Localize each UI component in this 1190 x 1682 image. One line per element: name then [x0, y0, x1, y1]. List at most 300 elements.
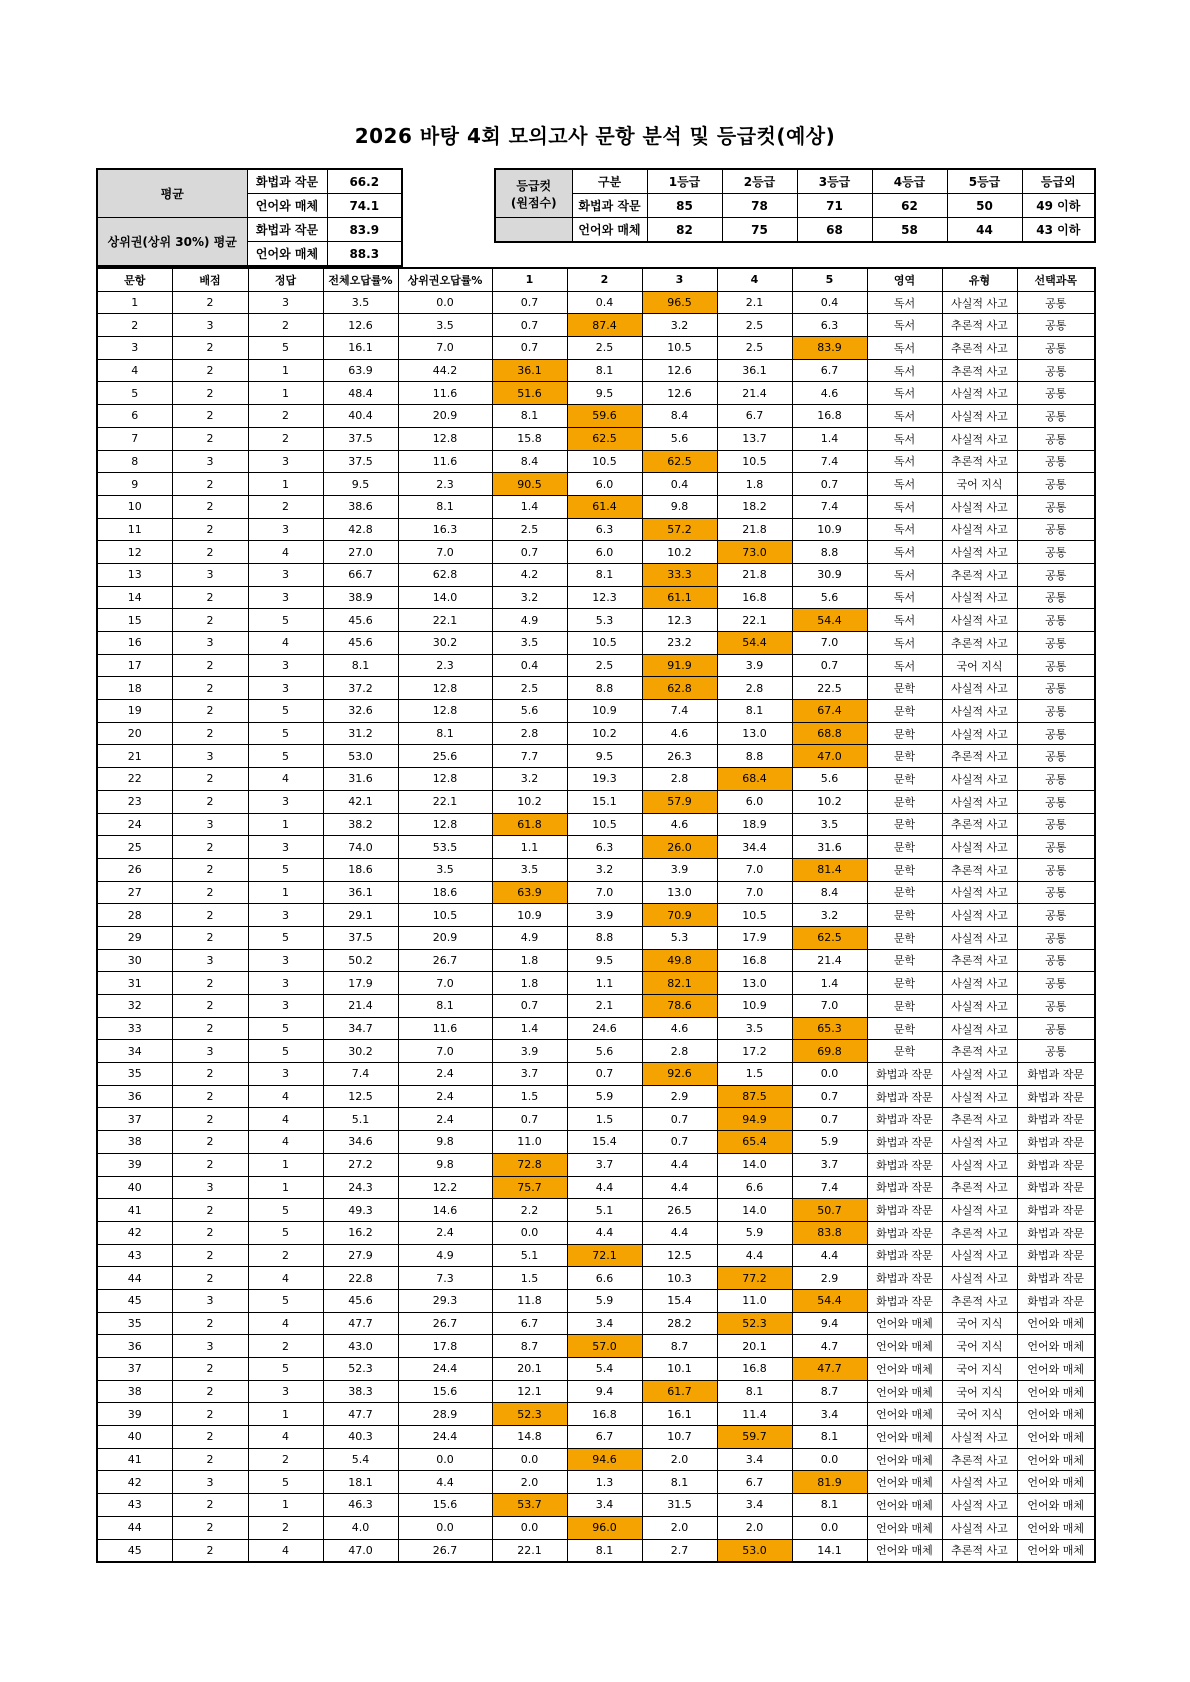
cell-top-error-rate: 14.0 [398, 586, 492, 609]
cell-elective: 공통 [1017, 858, 1095, 881]
cell-total-error-rate: 24.3 [323, 1176, 398, 1199]
header-question-number: 문항 [97, 268, 172, 291]
cell-choice5-rate: 8.1 [792, 1426, 867, 1449]
cell-total-error-rate: 18.6 [323, 858, 398, 881]
cell-top-error-rate: 12.2 [398, 1176, 492, 1199]
cell-choice2-rate: 9.5 [567, 949, 642, 972]
cell-choice5-rate: 8.1 [792, 1494, 867, 1517]
cell-choice5-rate: 8.4 [792, 881, 867, 904]
cell-choice5-rate: 4.7 [792, 1335, 867, 1358]
cell-total-error-rate: 9.5 [323, 473, 398, 496]
cell-elective: 공통 [1017, 654, 1095, 677]
cell-elective: 공통 [1017, 836, 1095, 859]
cell-domain: 문학 [867, 1040, 942, 1063]
cell-choice5-rate: 4.6 [792, 382, 867, 405]
cell-domain: 문학 [867, 904, 942, 927]
cut-header-grade3: 3등급 [797, 169, 872, 194]
cell-type: 추론적 사고 [942, 359, 1017, 382]
cell-question-number: 40 [97, 1176, 172, 1199]
cell-choice2-rate: 3.9 [567, 904, 642, 927]
cell-choice2-rate: 8.1 [567, 563, 642, 586]
cell-correct-choice-rate: 68.8 [792, 722, 867, 745]
cell-elective: 공통 [1017, 382, 1095, 405]
cell-top-error-rate: 12.8 [398, 700, 492, 723]
cell-top-error-rate: 0.0 [398, 291, 492, 314]
cell-elective: 언어와 매체 [1017, 1335, 1095, 1358]
cell-type: 사실적 사고 [942, 995, 1017, 1018]
cell-answer: 5 [248, 1221, 323, 1244]
cell-choice3-rate: 4.6 [642, 722, 717, 745]
cell-type: 사실적 사고 [942, 1017, 1017, 1040]
cell-total-error-rate: 12.5 [323, 1085, 398, 1108]
cell-points: 2 [172, 836, 248, 859]
cell-correct-choice-rate: 61.4 [567, 495, 642, 518]
table-row [97, 1176, 1095, 1199]
cell-choice1-rate: 8.1 [492, 405, 567, 428]
cell-domain: 문학 [867, 949, 942, 972]
cell-domain: 언어와 매체 [867, 1426, 942, 1449]
cell-choice2-rate: 3.2 [567, 858, 642, 881]
cell-correct-choice-rate: 96.5 [642, 291, 717, 314]
top-average-label: 상위권(상위 30%) 평균 [97, 218, 247, 267]
cell-choice4-rate: 10.5 [717, 450, 792, 473]
cell-choice4-rate: 5.9 [717, 1221, 792, 1244]
cell-total-error-rate: 37.5 [323, 450, 398, 473]
cell-type: 사실적 사고 [942, 1153, 1017, 1176]
cell-elective: 화법과 작문 [1017, 1131, 1095, 1154]
cell-type: 사실적 사고 [942, 926, 1017, 949]
cell-answer: 4 [248, 1267, 323, 1290]
cell-question-number: 39 [97, 1403, 172, 1426]
cell-elective: 공통 [1017, 949, 1095, 972]
cell-answer: 1 [248, 473, 323, 496]
cell-top-error-rate: 15.6 [398, 1380, 492, 1403]
cell-choice2-rate: 8.1 [567, 1539, 642, 1562]
cell-correct-choice-rate: 73.0 [717, 541, 792, 564]
cell-total-error-rate: 45.6 [323, 609, 398, 632]
cell-type: 국어 지식 [942, 1403, 1017, 1426]
cell-top-error-rate: 8.1 [398, 495, 492, 518]
cell-choice5-rate: 3.5 [792, 813, 867, 836]
table-row [97, 677, 1095, 700]
cell-type: 국어 지식 [942, 654, 1017, 677]
cell-choice2-rate: 5.9 [567, 1289, 642, 1312]
cell-total-error-rate: 38.6 [323, 495, 398, 518]
cell-type: 사실적 사고 [942, 291, 1017, 314]
cell-choice1-rate: 20.1 [492, 1358, 567, 1381]
cell-question-number: 14 [97, 586, 172, 609]
cell-elective: 공통 [1017, 813, 1095, 836]
cell-domain: 독서 [867, 359, 942, 382]
cell-question-number: 38 [97, 1131, 172, 1154]
table-row [97, 1085, 1095, 1108]
cell-answer: 1 [248, 1494, 323, 1517]
cell-domain: 문학 [867, 1017, 942, 1040]
cell-domain: 화법과 작문 [867, 1199, 942, 1222]
cell-choice4-rate: 3.4 [717, 1494, 792, 1517]
cell-choice5-rate: 0.0 [792, 1448, 867, 1471]
cell-question-number: 35 [97, 1063, 172, 1086]
cell-answer: 5 [248, 745, 323, 768]
cell-choice2-rate: 8.8 [567, 677, 642, 700]
cell-choice1-rate: 0.0 [492, 1448, 567, 1471]
cell-top-error-rate: 18.6 [398, 881, 492, 904]
table-row [97, 1017, 1095, 1040]
cell-choice2-rate: 9.5 [567, 382, 642, 405]
header-total-error-rate: 전체오답률% [323, 268, 398, 291]
cell-question-number: 30 [97, 949, 172, 972]
header-choice4-rate: 4 [717, 268, 792, 291]
cell-total-error-rate: 5.4 [323, 1448, 398, 1471]
cell-choice2-rate: 10.5 [567, 632, 642, 655]
cell-points: 3 [172, 813, 248, 836]
average-table [96, 168, 403, 267]
cell-top-error-rate: 9.8 [398, 1131, 492, 1154]
cell-elective: 공통 [1017, 495, 1095, 518]
cell-answer: 1 [248, 813, 323, 836]
cell-type: 추론적 사고 [942, 1176, 1017, 1199]
cell-choice3-rate: 4.4 [642, 1221, 717, 1244]
cell-total-error-rate: 45.6 [323, 632, 398, 655]
cell-type: 사실적 사고 [942, 518, 1017, 541]
table-row [97, 1153, 1095, 1176]
cell-elective: 화법과 작문 [1017, 1085, 1095, 1108]
cell-elective: 화법과 작문 [1017, 1244, 1095, 1267]
table-row [97, 881, 1095, 904]
table-row [97, 427, 1095, 450]
table-row [97, 949, 1095, 972]
cell-correct-choice-rate: 65.3 [792, 1017, 867, 1040]
cell-type: 추론적 사고 [942, 563, 1017, 586]
cell-elective: 언어와 매체 [1017, 1312, 1095, 1335]
cell-answer: 3 [248, 836, 323, 859]
cell-answer: 1 [248, 382, 323, 405]
cell-total-error-rate: 48.4 [323, 382, 398, 405]
cell-correct-choice-rate: 59.7 [717, 1426, 792, 1449]
table-row [97, 518, 1095, 541]
cell-choice3-rate: 16.1 [642, 1403, 717, 1426]
cell-choice3-rate: 10.2 [642, 541, 717, 564]
cell-choice3-rate: 23.2 [642, 632, 717, 655]
cell-choice2-rate: 5.6 [567, 1040, 642, 1063]
cell-total-error-rate: 50.2 [323, 949, 398, 972]
average-label: 평균 [97, 169, 247, 218]
cell-type: 사실적 사고 [942, 1063, 1017, 1086]
cell-elective: 공통 [1017, 405, 1095, 428]
avg-subject2: 언어와 매체 [247, 194, 327, 218]
cell-choice3-rate: 4.6 [642, 1017, 717, 1040]
cell-total-error-rate: 37.2 [323, 677, 398, 700]
cell-points: 2 [172, 972, 248, 995]
cell-type: 추론적 사고 [942, 1040, 1017, 1063]
cell-domain: 문학 [867, 972, 942, 995]
cell-domain: 언어와 매체 [867, 1516, 942, 1539]
cell-answer: 2 [248, 1244, 323, 1267]
cell-choice1-rate: 2.5 [492, 677, 567, 700]
cell-question-number: 39 [97, 1153, 172, 1176]
cell-correct-choice-rate: 52.3 [492, 1403, 567, 1426]
cell-domain: 언어와 매체 [867, 1471, 942, 1494]
cell-type: 사실적 사고 [942, 677, 1017, 700]
cell-total-error-rate: 21.4 [323, 995, 398, 1018]
cell-choice4-rate: 18.2 [717, 495, 792, 518]
cell-top-error-rate: 53.5 [398, 836, 492, 859]
cell-choice4-rate: 16.8 [717, 1358, 792, 1381]
cell-elective: 언어와 매체 [1017, 1403, 1095, 1426]
cell-answer: 5 [248, 1040, 323, 1063]
cell-answer: 5 [248, 1471, 323, 1494]
cell-domain: 독서 [867, 586, 942, 609]
cell-answer: 4 [248, 1108, 323, 1131]
table-row [97, 654, 1095, 677]
cell-points: 2 [172, 1426, 248, 1449]
cell-choice5-rate: 7.0 [792, 632, 867, 655]
cell-answer: 4 [248, 768, 323, 791]
cell-correct-choice-rate: 81.9 [792, 1471, 867, 1494]
cell-domain: 화법과 작문 [867, 1289, 942, 1312]
header-choice2-rate: 2 [567, 268, 642, 291]
table-row [97, 836, 1095, 859]
cell-domain: 독서 [867, 541, 942, 564]
cell-total-error-rate: 53.0 [323, 745, 398, 768]
cell-type: 추론적 사고 [942, 745, 1017, 768]
cell-answer: 2 [248, 405, 323, 428]
cell-correct-choice-rate: 50.7 [792, 1199, 867, 1222]
cell-choice2-rate: 15.1 [567, 790, 642, 813]
cell-elective: 공통 [1017, 473, 1095, 496]
cut-row1-grade1: 85 [647, 194, 722, 218]
cell-choice1-rate: 6.7 [492, 1312, 567, 1335]
cell-choice4-rate: 14.0 [717, 1153, 792, 1176]
cell-domain: 독서 [867, 337, 942, 360]
cell-points: 2 [172, 382, 248, 405]
cell-points: 3 [172, 314, 248, 337]
cell-top-error-rate: 11.6 [398, 1017, 492, 1040]
cell-points: 2 [172, 1358, 248, 1381]
cell-correct-choice-rate: 57.0 [567, 1335, 642, 1358]
table-row [97, 1244, 1095, 1267]
cell-choice1-rate: 3.5 [492, 858, 567, 881]
table-row [97, 972, 1095, 995]
cell-answer: 3 [248, 972, 323, 995]
cell-points: 2 [172, 700, 248, 723]
cell-elective: 공통 [1017, 518, 1095, 541]
table-row [97, 904, 1095, 927]
cell-choice5-rate: 5.6 [792, 586, 867, 609]
cell-choice4-rate: 1.8 [717, 473, 792, 496]
cell-points: 2 [172, 1085, 248, 1108]
cell-correct-choice-rate: 63.9 [492, 881, 567, 904]
cell-choice2-rate: 5.4 [567, 1358, 642, 1381]
cell-total-error-rate: 40.4 [323, 405, 398, 428]
cell-choice1-rate: 1.8 [492, 949, 567, 972]
cell-total-error-rate: 66.7 [323, 563, 398, 586]
cell-choice2-rate: 4.4 [567, 1176, 642, 1199]
cell-choice3-rate: 4.4 [642, 1176, 717, 1199]
cut-header-category: 구분 [572, 169, 647, 194]
cell-choice3-rate: 2.0 [642, 1448, 717, 1471]
cell-elective: 언어와 매체 [1017, 1494, 1095, 1517]
cell-domain: 독서 [867, 473, 942, 496]
table-row [97, 359, 1095, 382]
cell-correct-choice-rate: 62.5 [792, 926, 867, 949]
cell-choice2-rate: 2.5 [567, 654, 642, 677]
cut-header-grade4: 4등급 [872, 169, 947, 194]
cell-points: 2 [172, 858, 248, 881]
cell-choice3-rate: 12.5 [642, 1244, 717, 1267]
header-points: 배점 [172, 268, 248, 291]
cell-answer: 2 [248, 427, 323, 450]
cell-choice5-rate: 3.2 [792, 904, 867, 927]
cell-answer: 4 [248, 1426, 323, 1449]
cell-elective: 언어와 매체 [1017, 1358, 1095, 1381]
cell-question-number: 43 [97, 1244, 172, 1267]
cell-points: 2 [172, 677, 248, 700]
cell-total-error-rate: 27.9 [323, 1244, 398, 1267]
cell-type: 사실적 사고 [942, 382, 1017, 405]
cell-answer: 4 [248, 1131, 323, 1154]
cell-choice2-rate: 12.3 [567, 586, 642, 609]
cell-top-error-rate: 26.7 [398, 1312, 492, 1335]
cell-choice2-rate: 10.5 [567, 450, 642, 473]
cell-total-error-rate: 22.8 [323, 1267, 398, 1290]
cell-choice1-rate: 8.7 [492, 1335, 567, 1358]
cell-elective: 공통 [1017, 1040, 1095, 1063]
cell-choice4-rate: 6.7 [717, 405, 792, 428]
header-answer: 정답 [248, 268, 323, 291]
cell-domain: 언어와 매체 [867, 1358, 942, 1381]
cell-choice2-rate: 0.4 [567, 291, 642, 314]
header-choice3-rate: 3 [642, 268, 717, 291]
cell-choice2-rate: 24.6 [567, 1017, 642, 1040]
cell-correct-choice-rate: 47.0 [792, 745, 867, 768]
cell-elective: 공통 [1017, 995, 1095, 1018]
cell-question-number: 13 [97, 563, 172, 586]
cell-total-error-rate: 40.3 [323, 1426, 398, 1449]
cut-row1-other: 49 이하 [1022, 194, 1095, 218]
cell-correct-choice-rate: 62.5 [642, 450, 717, 473]
cell-question-number: 37 [97, 1108, 172, 1131]
cell-points: 2 [172, 609, 248, 632]
grade-cut-table [494, 168, 1096, 243]
cell-choice4-rate: 11.0 [717, 1289, 792, 1312]
cell-top-error-rate: 3.5 [398, 314, 492, 337]
cell-correct-choice-rate: 94.9 [717, 1108, 792, 1131]
cell-choice5-rate: 0.4 [792, 291, 867, 314]
grade-cut-label-filler [495, 218, 572, 243]
cell-answer: 3 [248, 995, 323, 1018]
cell-choice3-rate: 13.0 [642, 881, 717, 904]
cell-correct-choice-rate: 62.5 [567, 427, 642, 450]
table-row [97, 768, 1095, 791]
cell-correct-choice-rate: 87.5 [717, 1085, 792, 1108]
header-choice5-rate: 5 [792, 268, 867, 291]
cell-question-number: 18 [97, 677, 172, 700]
cell-answer: 3 [248, 949, 323, 972]
cell-choice3-rate: 26.5 [642, 1199, 717, 1222]
table-row [97, 632, 1095, 655]
cell-choice4-rate: 34.4 [717, 836, 792, 859]
cell-points: 2 [172, 541, 248, 564]
cell-top-error-rate: 2.4 [398, 1063, 492, 1086]
grade-cut-label-line1: 등급컷 [516, 178, 552, 193]
cell-top-error-rate: 12.8 [398, 813, 492, 836]
cell-answer: 5 [248, 1199, 323, 1222]
table-row [97, 1289, 1095, 1312]
cell-answer: 3 [248, 677, 323, 700]
cut-header-grade2: 2등급 [722, 169, 797, 194]
cell-choice5-rate: 9.4 [792, 1312, 867, 1335]
top-subject2: 언어와 매체 [247, 242, 327, 267]
cell-top-error-rate: 4.4 [398, 1471, 492, 1494]
cell-choice1-rate: 0.7 [492, 1108, 567, 1131]
cell-domain: 독서 [867, 609, 942, 632]
cell-question-number: 21 [97, 745, 172, 768]
cell-points: 2 [172, 495, 248, 518]
cell-question-number: 34 [97, 1040, 172, 1063]
cell-choice1-rate: 0.0 [492, 1516, 567, 1539]
cell-question-number: 41 [97, 1199, 172, 1222]
cell-total-error-rate: 47.7 [323, 1312, 398, 1335]
cell-choice1-rate: 10.9 [492, 904, 567, 927]
cell-total-error-rate: 47.7 [323, 1403, 398, 1426]
cell-choice1-rate: 11.0 [492, 1131, 567, 1154]
cut-row2-grade2: 75 [722, 218, 797, 243]
cell-question-number: 12 [97, 541, 172, 564]
cut-row2-grade1: 82 [647, 218, 722, 243]
cell-question-number: 4 [97, 359, 172, 382]
cell-answer: 1 [248, 359, 323, 382]
cell-type: 국어 지식 [942, 1335, 1017, 1358]
cell-type: 추론적 사고 [942, 1289, 1017, 1312]
cell-choice1-rate: 1.1 [492, 836, 567, 859]
cell-choice5-rate: 14.1 [792, 1539, 867, 1562]
table-row [97, 700, 1095, 723]
cell-choice5-rate: 22.5 [792, 677, 867, 700]
cell-top-error-rate: 25.6 [398, 745, 492, 768]
cell-question-number: 23 [97, 790, 172, 813]
table-row [97, 495, 1095, 518]
cell-domain: 언어와 매체 [867, 1312, 942, 1335]
cell-domain: 문학 [867, 858, 942, 881]
cell-elective: 공통 [1017, 768, 1095, 791]
cell-choice5-rate: 0.0 [792, 1063, 867, 1086]
cell-domain: 화법과 작문 [867, 1267, 942, 1290]
cell-correct-choice-rate: 87.4 [567, 314, 642, 337]
cell-answer: 3 [248, 586, 323, 609]
header-choice1-rate: 1 [492, 268, 567, 291]
cut-row2-subject: 언어와 매체 [572, 218, 647, 243]
table-row [97, 1335, 1095, 1358]
cell-total-error-rate: 74.0 [323, 836, 398, 859]
cell-answer: 5 [248, 858, 323, 881]
cell-elective: 화법과 작문 [1017, 1153, 1095, 1176]
cell-choice3-rate: 9.8 [642, 495, 717, 518]
avg-s1-value: 66.2 [327, 169, 402, 194]
cell-choice1-rate: 0.4 [492, 654, 567, 677]
cell-top-error-rate: 44.2 [398, 359, 492, 382]
cell-question-number: 11 [97, 518, 172, 541]
cell-choice3-rate: 10.7 [642, 1426, 717, 1449]
cell-type: 사실적 사고 [942, 1267, 1017, 1290]
cell-domain: 문학 [867, 926, 942, 949]
cell-elective: 공통 [1017, 745, 1095, 768]
cell-choice2-rate: 5.9 [567, 1085, 642, 1108]
cell-choice4-rate: 8.1 [717, 700, 792, 723]
cell-choice2-rate: 16.8 [567, 1403, 642, 1426]
cell-elective: 공통 [1017, 314, 1095, 337]
item-analysis-body [97, 268, 1095, 1562]
